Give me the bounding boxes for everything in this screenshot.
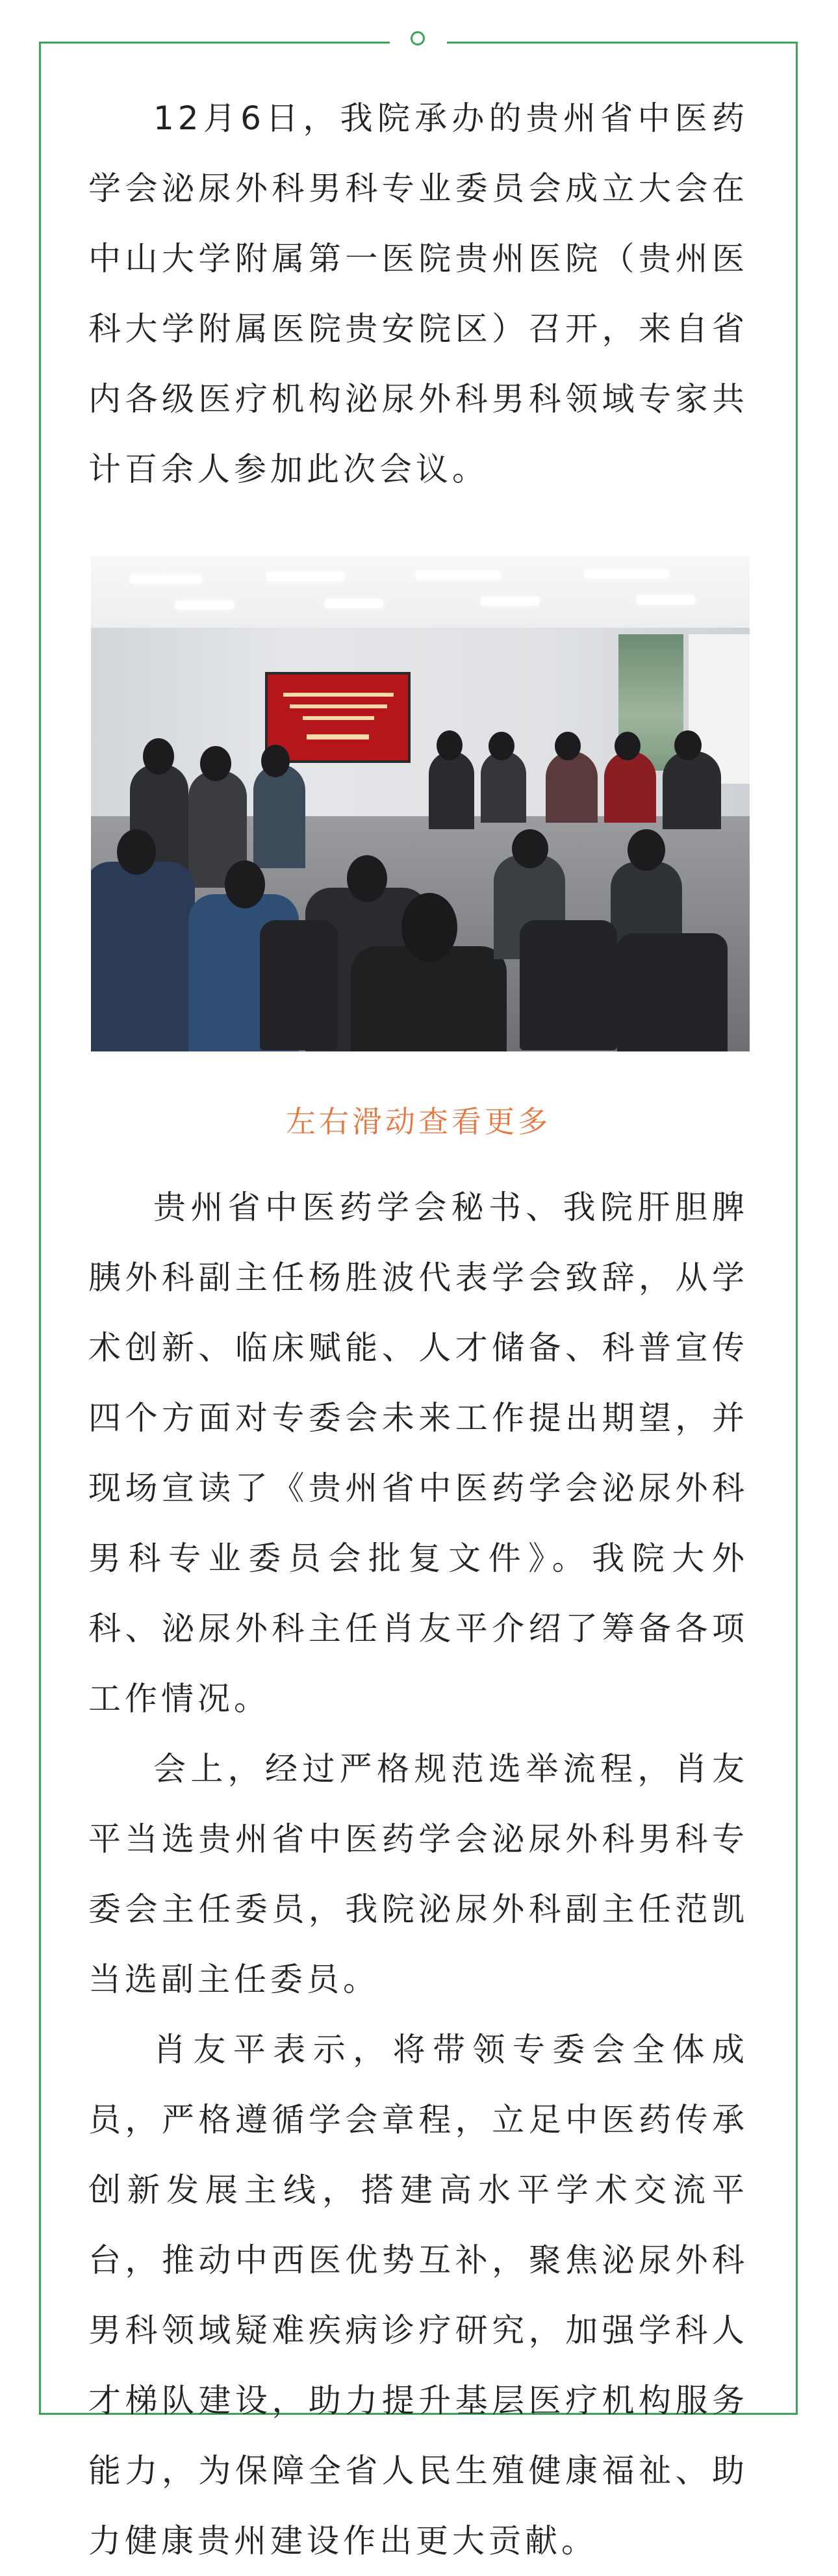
photo-ceiling (91, 556, 750, 628)
paragraph-statement: 肖友平表示，将带领专委会全体成员，严格遵循学会章程，立足中医药传承创新发展主线，搭建高水平学术交流平台，推动中西医优势互补，聚焦泌尿外科男科领域疑难疾病诊疗研究，加强学科人才梯队建设，助力提升基层医疗机构服务能力，为保障全省人民生殖健康福祉、助力健康贵州建设作出更大贡献。 (88, 2031, 748, 2560)
paragraph-election: 会上，经过严格规范选举流程，肖友平当选贵州省中医药学会泌尿外科男科专委会主任委员，我院泌尿外科副主任范凯当选副主任委员。 (88, 1750, 748, 1998)
meeting-screen (265, 672, 411, 763)
frame-circle-ornament (411, 31, 425, 45)
paragraph-speech: 贵州省中医药学会秘书、我院肝胆脾胰外科副主任杨胜波代表学会致辞，从学术创新、临床赋能、人才储备、科普宣传四个方面对专委会未来工作提出期望，并现场宣读了《贵州省中医药学会泌尿外科男科专业委员会批复文件》。我院大外科、泌尿外科主任肖友平介绍了筹备各项工作情况。 (88, 1189, 748, 1718)
article-body (88, 83, 748, 2576)
meeting-photo[interactable] (91, 556, 750, 1051)
paragraph-intro: 12月6日，我院承办的贵州省中医药学会泌尿外科男科专业委员会成立大会在中山大学附属第一医院贵州医院（贵州医科大学附属医院贵安院区）召开，来自省内各级医疗机构泌尿外科男科领域专家共计百余人参加此次会议。 (88, 99, 748, 488)
photo-caption: 左右滑动查看更多 (286, 1104, 551, 1139)
